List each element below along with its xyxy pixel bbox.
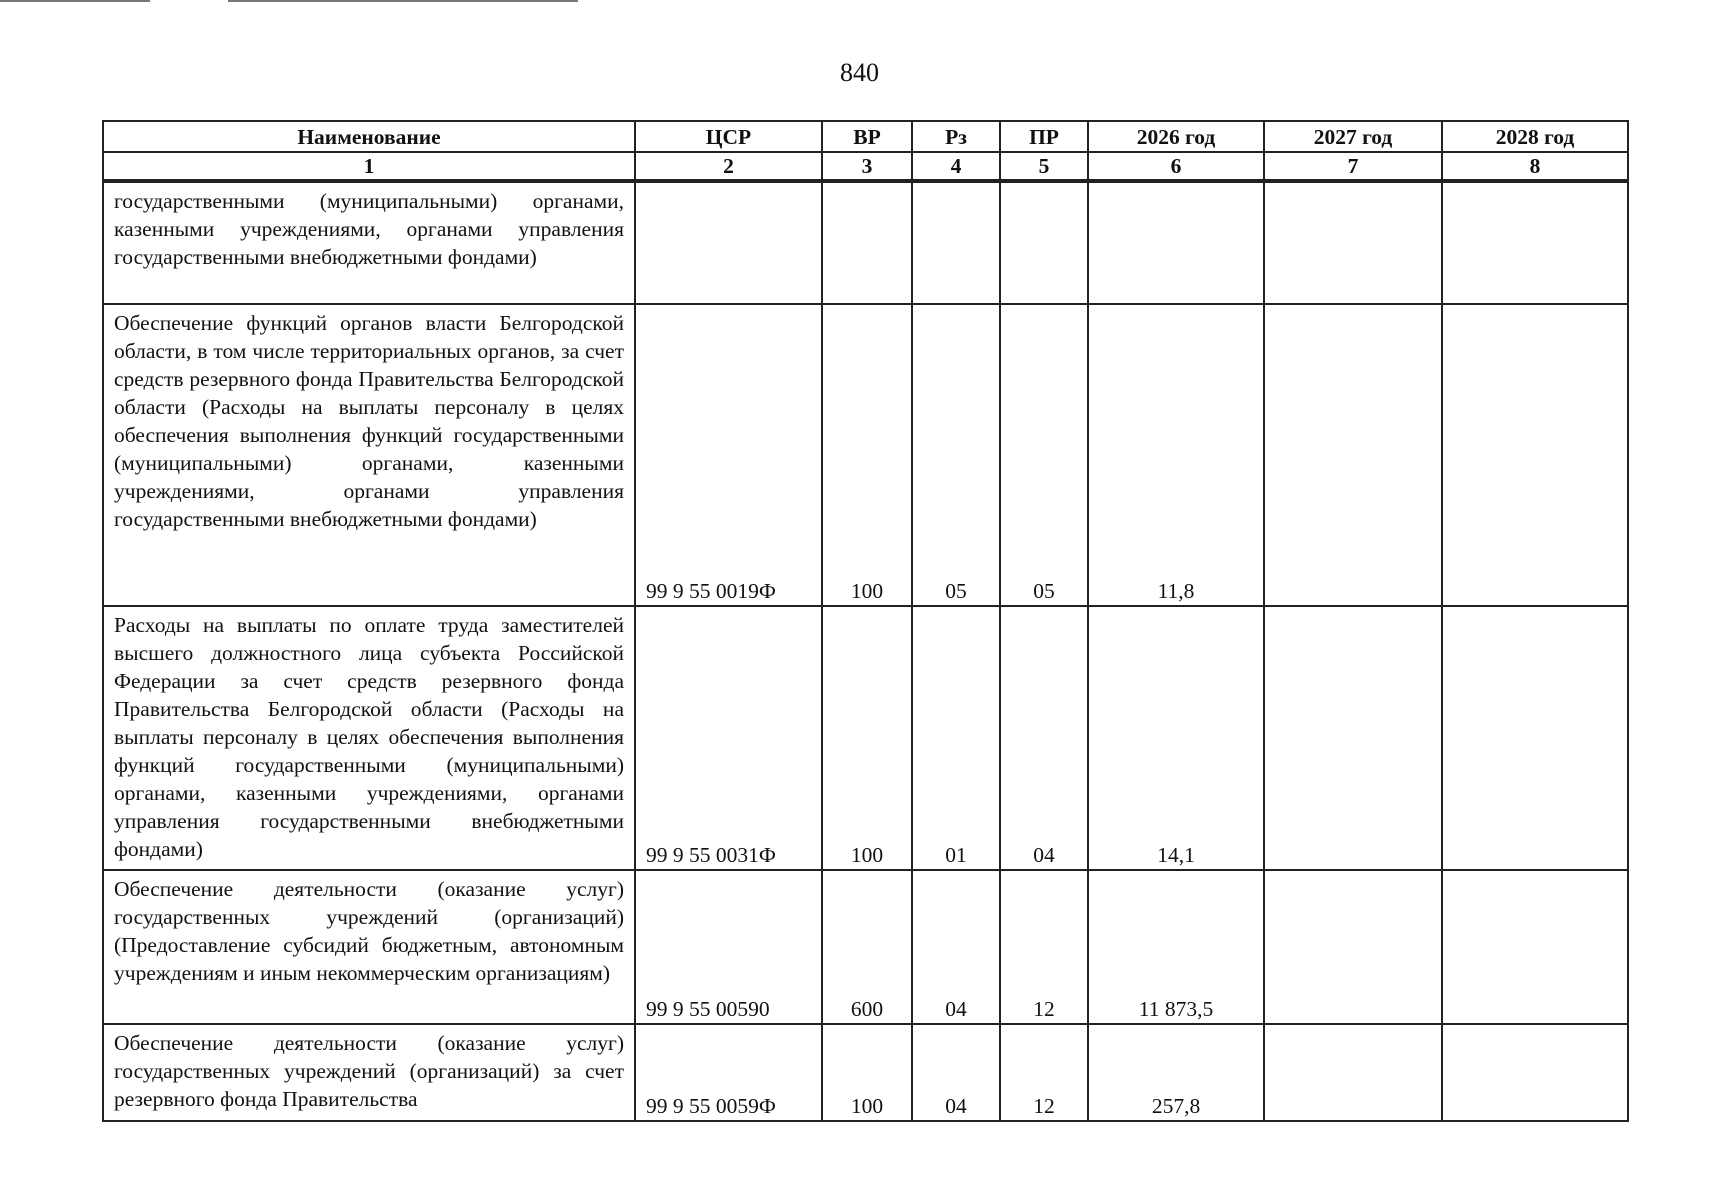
vr-cell — [822, 181, 912, 304]
csr-cell: 99 9 55 00590 — [635, 870, 822, 1024]
csr-cell — [635, 181, 822, 304]
header-csr: ЦСР — [635, 121, 822, 152]
csr-cell: 99 9 55 0059Ф — [635, 1024, 822, 1121]
column-number: 7 — [1264, 152, 1442, 181]
amount-2027-cell — [1264, 181, 1442, 304]
column-number: 6 — [1088, 152, 1264, 181]
table-row — [103, 870, 1628, 1024]
pr-cell: 12 — [1000, 1024, 1088, 1121]
amount-2026-cell: 14,1 — [1088, 606, 1264, 870]
rz-cell: 04 — [912, 1024, 1000, 1121]
header-2028: 2028 год — [1442, 121, 1628, 152]
pr-cell: 05 — [1000, 304, 1088, 606]
amount-2026-cell: 11,8 — [1088, 304, 1264, 606]
header-vr: ВР — [822, 121, 912, 152]
header-rz: Рз — [912, 121, 1000, 152]
row-name-cell: Обеспечение функций органов власти Белгородской области, в том числе территориальных органов, за счет средств резервного фонда Правительства Белгородской области (Расходы на выплаты персоналу в целях обеспечения выполнения функций государственными (муниципальными) органами, казенными учреждениями, органами управления государственными внебюджетными фондами) — [103, 304, 635, 606]
pr-cell: 04 — [1000, 606, 1088, 870]
amount-2028-cell — [1442, 1024, 1628, 1121]
page-number: 840 — [840, 58, 879, 87]
budget-table — [102, 120, 1629, 1122]
row-name-cell: Обеспечение деятельности (оказание услуг) государственных учреждений (организаций) (Предоставление субсидий бюджетным, автономным учреждениям и иным некоммерческим организациям) — [103, 870, 635, 1024]
amount-2026-cell: 11 873,5 — [1088, 870, 1264, 1024]
table-row — [103, 606, 1628, 870]
amount-2027-cell — [1264, 870, 1442, 1024]
amount-2027-cell — [1264, 304, 1442, 606]
amount-2028-cell — [1442, 606, 1628, 870]
column-number: 3 — [822, 152, 912, 181]
amount-2026-cell: 257,8 — [1088, 1024, 1264, 1121]
vr-cell: 100 — [822, 606, 912, 870]
rz-cell: 05 — [912, 304, 1000, 606]
column-number: 8 — [1442, 152, 1628, 181]
row-name-cell: Расходы на выплаты по оплате труда заместителей высшего должностного лица субъекта Российской Федерации за счет средств резервного фонда Правительства Белгородской области (Расходы на выплаты персоналу в целях обеспечения выполнения функций государственными (муниципальными) органами, казенными учреждениями, органами управления государственными внебюджетными фондами) — [103, 606, 635, 870]
amount-2026-cell — [1088, 181, 1264, 304]
header-name: Наименование — [103, 121, 635, 152]
header-2026: 2026 год — [1088, 121, 1264, 152]
amount-2028-cell — [1442, 181, 1628, 304]
table-row — [103, 181, 1628, 304]
row-name-cell: Обеспечение деятельности (оказание услуг) государственных учреждений (организаций) за счет резервного фонда Правительства — [103, 1024, 635, 1121]
column-number: 5 — [1000, 152, 1088, 181]
pr-cell — [1000, 181, 1088, 304]
column-number: 2 — [635, 152, 822, 181]
amount-2027-cell — [1264, 606, 1442, 870]
scan-edge-mark — [228, 0, 578, 2]
scan-edge-mark — [0, 0, 150, 2]
column-number-row — [103, 152, 1628, 181]
table-row — [103, 304, 1628, 606]
table-row — [103, 1024, 1628, 1121]
csr-cell: 99 9 55 0019Ф — [635, 304, 822, 606]
row-name-cell: государственными (муниципальными) органами, казенными учреждениями, органами управления государственными внебюджетными фондами) — [103, 181, 635, 304]
rz-cell: 04 — [912, 870, 1000, 1024]
header-pr: ПР — [1000, 121, 1088, 152]
amount-2028-cell — [1442, 870, 1628, 1024]
vr-cell: 100 — [822, 1024, 912, 1121]
rz-cell — [912, 181, 1000, 304]
csr-cell: 99 9 55 0031Ф — [635, 606, 822, 870]
amount-2027-cell — [1264, 1024, 1442, 1121]
vr-cell: 600 — [822, 870, 912, 1024]
amount-2028-cell — [1442, 304, 1628, 606]
vr-cell: 100 — [822, 304, 912, 606]
rz-cell: 01 — [912, 606, 1000, 870]
header-2027: 2027 год — [1264, 121, 1442, 152]
header-row — [103, 121, 1628, 152]
pr-cell: 12 — [1000, 870, 1088, 1024]
column-number: 1 — [103, 152, 635, 181]
column-number: 4 — [912, 152, 1000, 181]
